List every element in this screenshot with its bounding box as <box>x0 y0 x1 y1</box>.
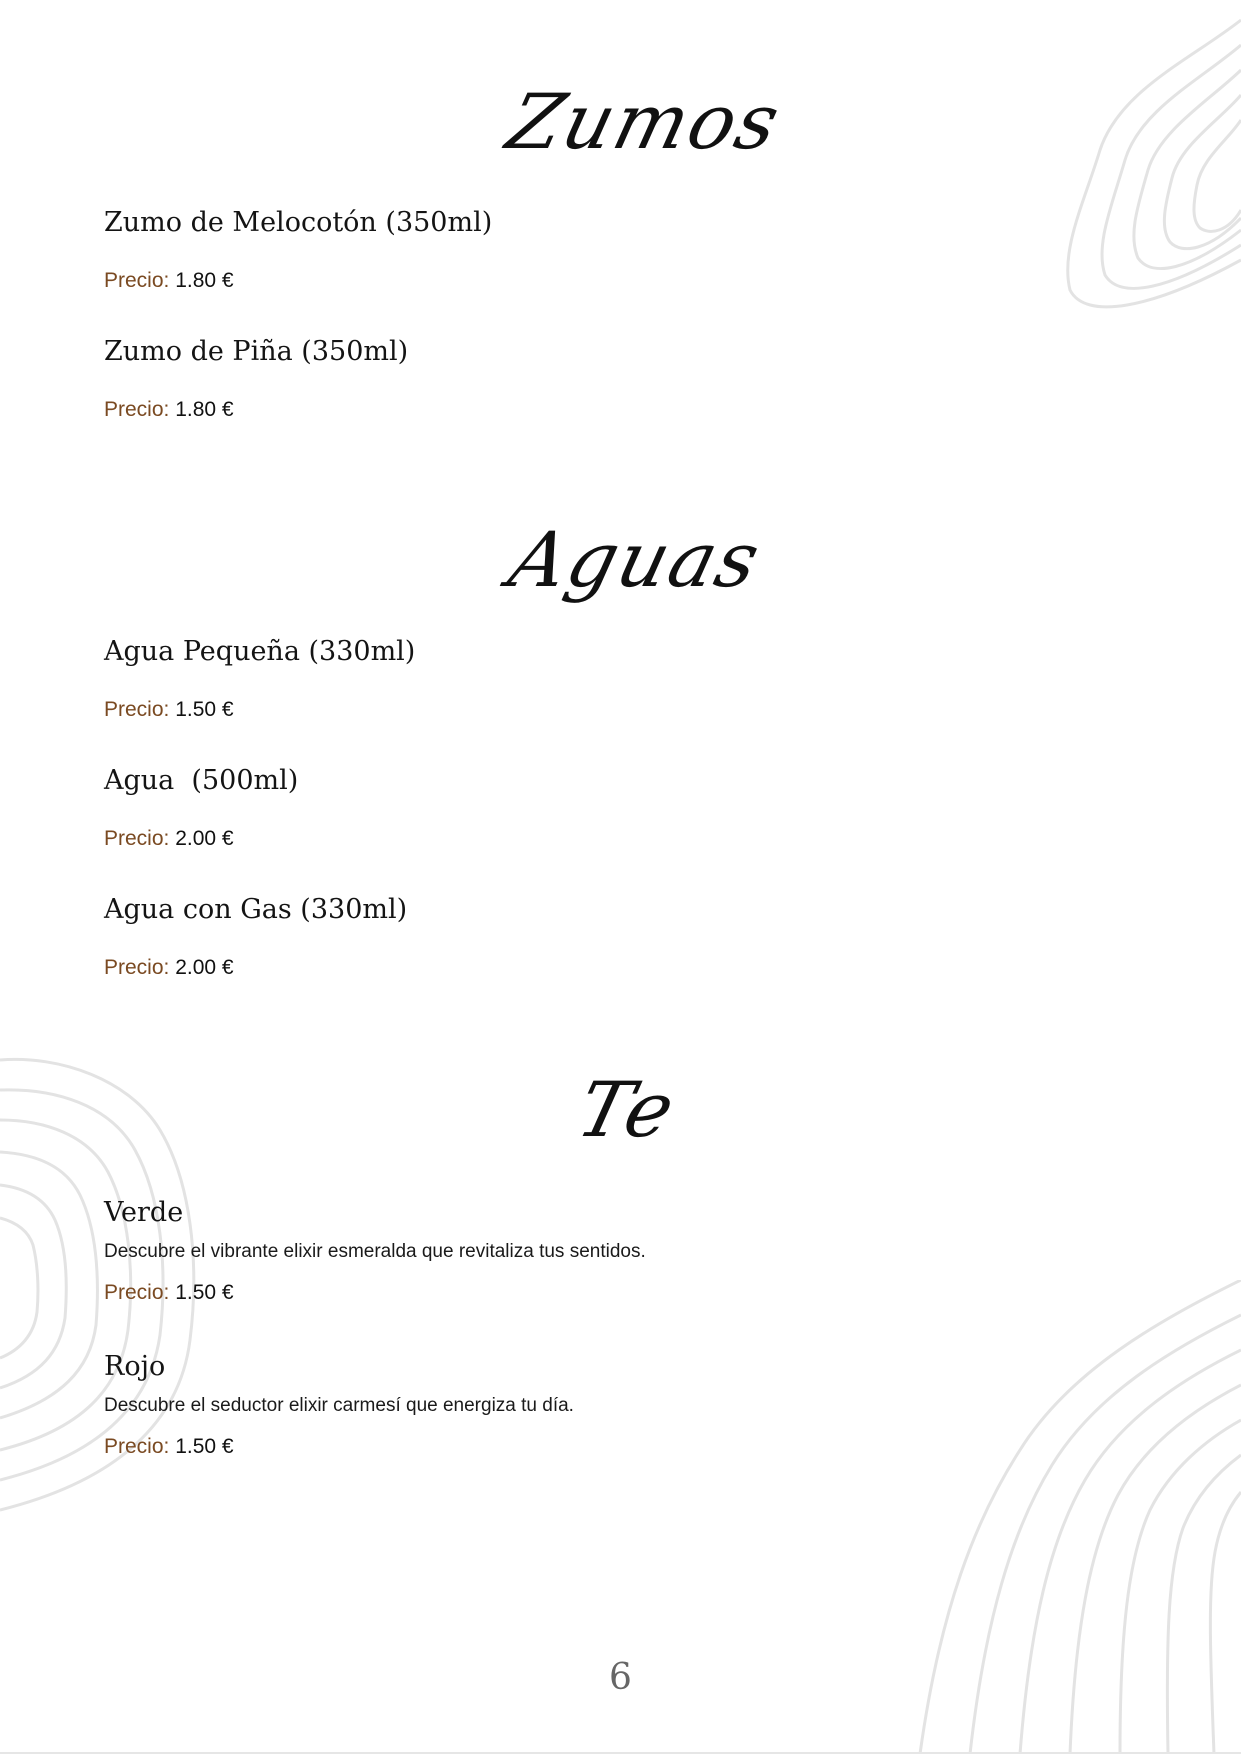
menu-item-name: Agua (500ml) <box>104 765 299 796</box>
topographic-decoration-top-right <box>1040 0 1241 330</box>
page-number: 6 <box>609 1657 632 1698</box>
price-label: Precio: <box>104 1435 170 1458</box>
price-value: 2.00 € <box>175 956 234 979</box>
menu-item-name: Zumo de Piña (350ml) <box>104 336 409 367</box>
price-value: 1.50 € <box>175 698 234 721</box>
menu-item-price <box>104 1282 234 1303</box>
menu-item-price <box>104 399 234 420</box>
menu-item-name: Rojo <box>104 1351 166 1382</box>
menu-item-name: Agua Pequeña (330ml) <box>104 636 416 667</box>
menu-item-price <box>104 270 234 291</box>
section-title-te: Te <box>569 1065 686 1154</box>
price-label: Precio: <box>104 1281 170 1304</box>
menu-item-name: Agua con Gas (330ml) <box>104 894 408 925</box>
price-value: 1.50 € <box>175 1435 234 1458</box>
menu-item-price <box>104 1436 234 1457</box>
price-value: 2.00 € <box>175 827 234 850</box>
menu-item-price <box>104 828 234 849</box>
menu-item-name: Verde <box>104 1197 184 1228</box>
price-label: Precio: <box>104 698 170 721</box>
price-value: 1.80 € <box>175 398 234 421</box>
price-label: Precio: <box>104 398 170 421</box>
menu-item-description: Descubre el seductor elixir carmesí que energiza tu día. <box>104 1395 574 1416</box>
section-title-aguas: Aguas <box>501 515 771 604</box>
menu-item-name: Zumo de Melocotón (350ml) <box>104 207 493 238</box>
price-label: Precio: <box>104 269 170 292</box>
menu-item-price <box>104 699 234 720</box>
menu-item-price <box>104 957 234 978</box>
price-value: 1.50 € <box>175 1281 234 1304</box>
price-value: 1.80 € <box>175 269 234 292</box>
price-label: Precio: <box>104 956 170 979</box>
price-label: Precio: <box>104 827 170 850</box>
menu-item-description: Descubre el vibrante elixir esmeralda que revitaliza tus sentidos. <box>104 1241 646 1262</box>
section-title-zumos: Zumos <box>499 77 790 166</box>
